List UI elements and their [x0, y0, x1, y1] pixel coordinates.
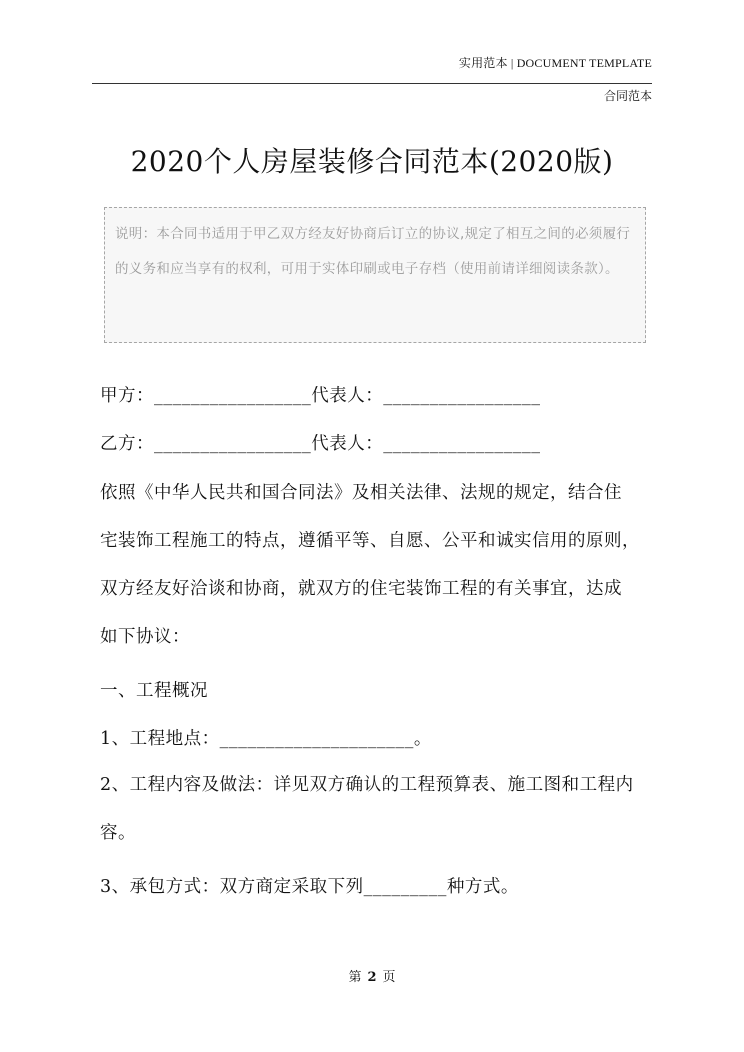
- party-a-line: 甲方：_________________代表人：_________________: [100, 386, 541, 406]
- description-note-text: 说明：本合同书适用于甲乙双方经友好协商后订立的协议,规定了相互之间的必须履行的义务和应当享有的权利，可用于实体印刷或电子存档（使用前请详细阅读条款）。: [115, 226, 631, 277]
- item-contract-method: 3、承包方式：双方商定采取下列_________种方式。: [100, 877, 519, 897]
- section-heading-project-overview: 一、工程概况: [100, 681, 208, 701]
- description-note-box: [104, 207, 646, 343]
- header-divider: [92, 83, 652, 84]
- header-document-template-label: 实用范本 | DOCUMENT TEMPLATE: [458, 56, 652, 70]
- page-footer: [0, 966, 744, 985]
- intro-paragraph: 依照《中华人民共和国合同法》及相关法律、法规的规定，结合住 宅装饰工程施工的特点，遵循平等、自愿、公平和诚实信用的原则， 双方经友好洽谈和协商，就双方的住宅装饰工程的有关事宜，达成 如下协议：: [100, 483, 640, 647]
- document-title: 2020个人房屋装修合同范本(2020版): [130, 145, 614, 178]
- footer-prefix: 第: [348, 970, 362, 985]
- item-project-content: 2、工程内容及做法：详见双方确认的工程预算表、施工图和工程内 容。: [100, 775, 634, 843]
- footer-suffix: 页: [382, 970, 396, 985]
- header-category-label: 合同范本: [603, 89, 652, 103]
- page-number: 2: [367, 970, 377, 985]
- party-b-line: 乙方：_________________代表人：_________________: [100, 434, 541, 454]
- item-project-location: 1、工程地点：_____________________。: [100, 729, 432, 749]
